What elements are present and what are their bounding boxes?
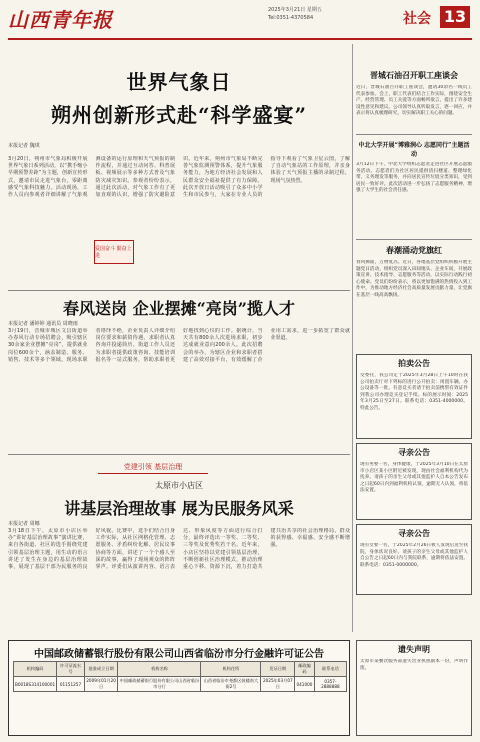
masthead-rule xyxy=(8,38,472,40)
article2-title: 春风送岗 企业摆摊“亮岗”揽人才 xyxy=(63,299,295,318)
table-cell: 01151257 xyxy=(57,677,85,692)
table-cell: 2025年03月07日 xyxy=(261,677,295,692)
sidebar-article2-body: 3月12日下午，中北大学组织志愿者走进社区开展志愿服务活动。志愿者们为社区居民提供清扫楼道、整理绿化带、义务理发等服务，并向居民宣传垃圾分类知识，受到居民一致好评。此次活动进一步弘扬了志愿服务精神，增强了大学生的社会责任感。 xyxy=(356,162,472,194)
lost-statement xyxy=(356,640,472,736)
article1-title-line1: 世界气象日 xyxy=(126,70,232,94)
page-number: 13 xyxy=(440,6,470,28)
table-header: 邮政编码 xyxy=(295,662,315,677)
table-header: 联系电话 xyxy=(314,662,346,677)
sidebar-rule xyxy=(356,134,472,135)
family-search-notice-2-body: 现有女婴一名，于2025年2月26日被人发现后送至我院，身体状况良好。请孩子的亲生父母或其他监护人自公告之日起60日内与我院联系，逾期将依法安置。联系电话：0351-0000000。 xyxy=(360,543,468,568)
auction-notice-body: 受委托，我公司定于2025年3月28日上午10时在我公司拍卖厅对下列标的进行公开拍卖：闲置车辆、办公设备等一批。有意竞买者请于拍卖前携带有效证件到我公司办理竞买登记手续。标的展示时间：2025年3月25日至27日。联系电话：0351-4000000。特此公告。 xyxy=(360,373,468,411)
bank-notice-table xyxy=(13,661,347,692)
article3-byline: 本报记者 周娜 xyxy=(8,521,40,527)
sidebar-rule xyxy=(356,239,472,240)
table-cell: 0357-2888888 xyxy=(314,677,346,692)
article3-banner: 党建引领 基层治理 xyxy=(98,460,208,474)
main-column xyxy=(8,44,350,571)
table-cell: 中国邮政储蓄银行股份有限公司山西省临汾市分行 xyxy=(118,677,201,692)
family-search-notice xyxy=(356,443,472,520)
table-header: 发证日期 xyxy=(261,662,295,677)
masthead-meta xyxy=(268,6,418,22)
sidebar-article1-body: 近日，晋城石油召开职工座谈会，邀请30余名一线员工代表参加。会上，职工代表们结合工作实际，围绕安全生产、经营管理、员工关爱等方面畅所欲言，提出了许多建设性意见和建议。公司领导认真听取发言，逐一回应，并表示将认真梳理研究，切实解决职工关心的问题。 xyxy=(356,85,472,117)
bank-notice-title: 中国邮政储蓄银行股份有限公司山西省临汾市分行金融许可证公告 xyxy=(34,649,324,660)
table-header: 许可证流水号 xyxy=(57,662,85,677)
family-search-notice-title: 寻亲公告 xyxy=(398,447,430,457)
sidebar-article1-title: 晋城石油召开职工座谈会 xyxy=(370,70,458,80)
article2-body: 3月19日，晋城市城区文昌街道举办春风行动专场招聘会，吸引辖区30余家企业摆摊“亮岗”，提供就业岗位600余个，涵盖制造、服务、销售、技术等多个领域。现场求职者络绎不绝，企业负责人详细介绍岗位要求和薪资待遇，求职者认真咨询并投递简历。街道工作人员还为求职者提供政策咨询、技能培训报名等一站式服务，帮助求职者更好地找到心仪的工作。据统计，当天共有800余人次进场求职，初步达成就业意向200余人。此次招聘会的举办，为辖区企业和求职者搭建了高效对接平台，有效缓解了企业用工需求，进一步拓宽了群众就业渠道。 xyxy=(8,328,350,363)
sidebar-article3-body: 春风拂面，万物复苏。近日，各地基层党组织积极开展主题党日活动，组织党员深入田间地头、企业车间，开展政策宣讲、技术指导、志愿服务等活动，以实际行动践行初心使命。党员们纷纷表示，将以更加饱满的热情投入到工作中，为推动地方经济社会高质量发展贡献力量，让党旗在基层一线高高飘扬。 xyxy=(356,260,472,298)
article2-byline: 本报记者 潘婷婷 通讯员 周晓雨 xyxy=(8,321,78,327)
article1-title-line2: 朔州创新形式赴“科学盛宴” xyxy=(50,103,307,127)
article1-badge xyxy=(94,240,134,264)
table-cell: B0018S314100001 xyxy=(14,677,57,692)
table-cell: 山西省临汾市尧都区鼓楼南大街2号 xyxy=(201,677,261,692)
article1-body: 3月20日，朔州市气象局积极开展世界气象日系列活动，以“携手缩小早期预警差距”为主题，创新宣传形式，邀请市民走进气象台，零距离感受气象科技魅力。活动现场，工作人员向参观者详细讲解了气象观测设备的运行原理和天气预报的制作流程，并通过互动问答、科普展板、视频展示等多种方式普及气象防灾减灾知识。参观者纷纷表示，通过此次活动，对气象工作有了更加直观的认识，增强了防灾避险意识。近年来，朔州市气象局不断完善气象监测预警体系，提升气象服务能力，为地方经济社会发展和人民群众安全福祉提供了有力保障。此次开放日活动吸引了众多中小学生和市民参与，大家在专业人员的指导下观看了气象卫星云图，了解了自动气象站的工作原理，并亲身体验了天气预报主播的录制过程，现场气氛热烈。 xyxy=(8,156,350,199)
sidebar-article3-title: 春潮涌动党旗红 xyxy=(386,245,442,255)
family-search-notice-body: 现有男婴一名，身体健康，于2025年3月10日在太原市小店区某小区附近被发现，现由社会福利机构代为抚养。请孩子的亲生父母或其他监护人自本公告发布之日起60日内到福利机构认领，逾期无人认领，将依法安置。 xyxy=(360,462,468,494)
table-header: 机构编码 xyxy=(14,662,57,677)
table-header: 机构名称 xyxy=(118,662,201,677)
article1-badge-text: 爱国奋斗 勤奋上进 xyxy=(95,246,132,259)
table-header-row xyxy=(14,662,347,677)
newspaper-logo: 山西青年报 xyxy=(8,8,113,32)
auction-notice xyxy=(356,354,472,439)
masthead-date: 2025年3月21日 星期五 xyxy=(268,7,322,13)
sidebar-article2-title: 中北大学开展“博雅润心 志愿同行”主题活动 xyxy=(358,142,470,158)
section-name: 社会 xyxy=(403,11,431,27)
table-header: 批准成立日期 xyxy=(84,662,118,677)
column-divider xyxy=(352,44,353,632)
article3-body: 3月18日下午，太原市小店区举办“讲好基层治理故事”演讲比赛，来自各街道、社区的选手围绕党建引领基层治理主题，用生动的语言讲述了发生在身边的基层治理故事，展现了基层干部为民服务的良好风貌。比赛中，选手们结合自身工作实际，从社区网格化管理、志愿服务、矛盾纠纷化解、居民议事协商等方面，讲述了一个个感人至深的故事，赢得了现场观众的阵阵掌声。评委们从演讲内容、语言表达、形象风度等方面进行综合打分，最终评选出一等奖、二等奖、三等奖及优秀奖若干名。近年来，小店区坚持以党建引领基层治理，不断创新社区治理模式，推动治理重心下移、资源下沉，着力打造共建共治共享的社会治理格局，群众的获得感、幸福感、安全感不断增强。 xyxy=(8,528,350,571)
table-cell: 041000 xyxy=(295,677,315,692)
lost-statement-title: 遗失声明 xyxy=(398,644,430,654)
family-search-notice-2-title: 寻亲公告 xyxy=(398,528,430,538)
article3-title: 讲基层治理故事 展为民服务风采 xyxy=(64,499,294,518)
masthead xyxy=(8,4,472,38)
table-cell: 2009年01月20日 xyxy=(84,677,118,692)
section-rule xyxy=(8,290,350,291)
masthead-phone: Tel:0351-4370584 xyxy=(268,15,314,21)
bank-license-notice xyxy=(8,640,350,736)
article3-kicker: 太原市小店区 xyxy=(155,481,203,490)
article1-byline: 本报记者 魏琪 xyxy=(8,143,40,149)
auction-notice-title: 拍卖公告 xyxy=(398,358,430,368)
lost-statement-body: 太原市某餐饮服务部遗失营业执照副本一份，声明作废。 xyxy=(360,659,468,671)
sidebar xyxy=(356,44,472,595)
family-search-notice-2 xyxy=(356,524,472,595)
table-header: 机构住所 xyxy=(201,662,261,677)
table-row xyxy=(14,677,347,692)
section-rule xyxy=(8,454,350,455)
